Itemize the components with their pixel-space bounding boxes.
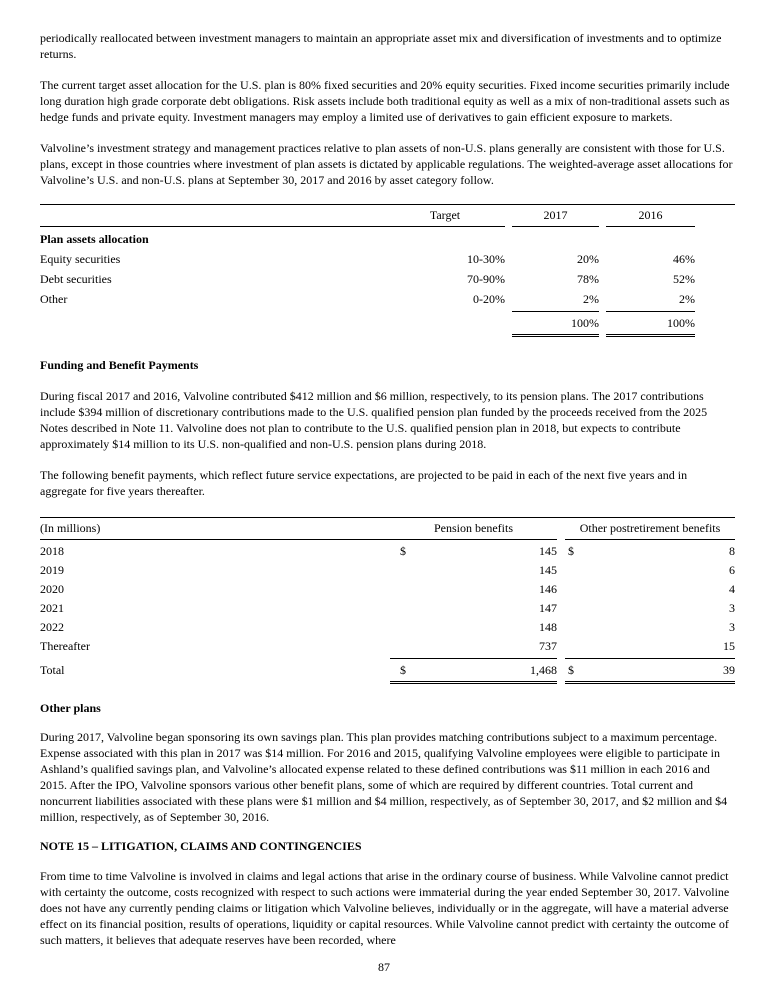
cell-2016: 52% <box>673 272 695 286</box>
cell-target: 70-90% <box>467 272 505 286</box>
cell-target: 0-20% <box>473 292 505 306</box>
column-gap <box>599 205 606 227</box>
cell-2016: 46% <box>673 252 695 266</box>
section-label: Plan assets allocation <box>40 232 149 246</box>
page-number: 87 <box>378 960 390 974</box>
page-content <box>40 30 735 948</box>
plan-assets-allocation-table <box>40 204 735 337</box>
row-label: 2019 <box>40 563 64 577</box>
table-row <box>40 559 735 578</box>
total-2017: 100% <box>512 312 599 337</box>
dollar-sign: $ <box>400 544 406 558</box>
table-row <box>40 635 735 659</box>
paragraph-target-allocation: The current target asset allocation for the U.S. plan is 80% fixed securities and 20% equity securities. Fixed income securities primarily include long duration high grade corporate debt obligations. Risk assets include both traditional equity as well as a mix of non-traditional assets such as hedge funds and private equity. Investment managers may employ a limited use of derivatives to gain efficient exposure to markets. <box>40 78 730 124</box>
paragraph-benefit-payments-intro: The following benefit payments, which reflect future service expectations, are projected to be paid in each of the next five years and in aggregate for five years thereafter. <box>40 468 688 498</box>
column-gap <box>557 518 565 540</box>
total-opeb: $ 39 <box>565 659 735 684</box>
table-row <box>40 616 735 635</box>
cell-pension: $ 145 <box>400 544 557 558</box>
table-row <box>40 597 735 616</box>
cell-pension: 146 <box>539 582 557 596</box>
row-label: Thereafter <box>40 639 90 653</box>
column-header-in-millions: (In millions) <box>40 518 390 540</box>
cell-target: 10-30% <box>467 252 505 266</box>
column-header-2017: 2017 <box>512 205 599 227</box>
table-row <box>40 578 735 597</box>
dollar-sign: $ <box>400 663 406 677</box>
cell-2016: 2% <box>606 287 695 312</box>
cell-opeb: $ 8 <box>568 544 735 558</box>
table-section-row <box>40 227 735 247</box>
row-label: Other <box>40 292 68 306</box>
paragraph-contributions: During fiscal 2017 and 2016, Valvoline contributed $412 million and $6 million, respectively, to its pension plans. The 2017 contributions include $394 million of discretionary contributions made to the U.S. qualified pension plan funded by the proceeds received from the 2025 Notes described in Note 11. Valvoline does not plan to contribute to the U.S. qualified pension plan in 2018, but expects to contribute approximately $14 million to its U.S. non-qualified and non-U.S. pension plans during 2018. <box>40 389 708 451</box>
cell-pension: 148 <box>539 620 557 634</box>
paragraph-reallocation: periodically reallocated between investment managers to maintain an appropriate asset mix and diversification of investments and to optimize returns. <box>40 31 722 61</box>
cell-pension: 147 <box>539 601 557 615</box>
table-row <box>40 247 735 267</box>
row-label: 2022 <box>40 620 64 634</box>
column-header-target: Target <box>385 205 505 227</box>
cell-opeb: 3 <box>729 620 735 634</box>
benefit-payments-table <box>40 517 735 684</box>
table-header-row <box>40 205 735 227</box>
column-header-other-postretirement-benefits: Other postretirement benefits <box>565 518 735 540</box>
cell-2017: 2% <box>512 287 599 312</box>
total-2016: 100% <box>606 312 695 337</box>
row-label: 2018 <box>40 544 64 558</box>
column-header-pension-benefits: Pension benefits <box>390 518 557 540</box>
row-label: Equity securities <box>40 252 121 266</box>
column-header-2016: 2016 <box>606 205 695 227</box>
table-header-row <box>40 518 735 540</box>
dollar-sign: $ <box>568 544 574 558</box>
table-row <box>40 287 735 312</box>
cell-pension: 737 <box>390 635 557 659</box>
row-label: 2020 <box>40 582 64 596</box>
row-label: Total <box>40 663 65 677</box>
header-right-spacer <box>695 205 735 227</box>
header-spacer <box>40 205 385 227</box>
cell-opeb: 6 <box>729 563 735 577</box>
row-label: 2021 <box>40 601 64 615</box>
heading-other-plans: Other plans <box>40 701 101 715</box>
heading-funding-benefit-payments: Funding and Benefit Payments <box>40 358 199 372</box>
table-row <box>40 267 735 287</box>
cell-opeb: 15 <box>565 635 735 659</box>
cell-2017: 20% <box>577 252 599 266</box>
paragraph-savings-plan: During 2017, Valvoline began sponsoring its own savings plan. This plan provides matching contributions subject to a maximum percentage. Expense associated with this plan in 2017 was $14 million. For 2016 and 2015, qualifying Valvoline employees were eligible to participate in Ashland’s qualified savings plan, and Valvoline’s allocated expense related to these defined contributions was $11 million in each 2016 and 2015. After the IPO, Valvoline sponsors various other benefit plans, some of which are required by different countries. Total current and noncurrent liabilities associated with these plans were $1 million and $4 million, respectively, as of September 30, 2017, and $2 million and $4 million, respectively, as of September 30, 2016. <box>40 730 728 824</box>
heading-note-15: NOTE 15 – LITIGATION, CLAIMS AND CONTINGENCIES <box>40 839 362 853</box>
table-total-row <box>40 659 735 684</box>
table-total-row <box>40 312 735 337</box>
cell-pension: 145 <box>539 563 557 577</box>
dollar-sign: $ <box>568 663 574 677</box>
total-pension: $ 1,468 <box>390 659 557 684</box>
cell-opeb: 4 <box>729 582 735 596</box>
cell-2017: 78% <box>577 272 599 286</box>
paragraph-litigation: From time to time Valvoline is involved in claims and legal actions that arise in the ordinary course of business. While Valvoline cannot predict with certainty the outcome, costs recognized with respect to such actions were immaterial during the year ended September 30, 2017. Valvoline does not have any currently pending claims or litigation which Valvoline believes, individually or in the aggregate, will have a material adverse effect on its financial position, results of operations, liquidity or capital resources. While Valvoline cannot predict with certainty the outcome of such matters, it believes that adequate reserves have been recorded, where <box>40 869 730 947</box>
table-row <box>40 540 735 559</box>
row-label: Debt securities <box>40 272 112 286</box>
paragraph-investment-strategy: Valvoline’s investment strategy and management practices relative to plan assets of non-U.S. plans generally are consistent with those for U.S. plans, except in those countries where investment of plan assets is dictated by applicable regulations. The weighted-average asset allocations for Valvoline’s U.S. and non-U.S. plans at September 30, 2017 and 2016 by asset category follow. <box>40 141 733 187</box>
column-gap <box>505 205 512 227</box>
cell-opeb: 3 <box>729 601 735 615</box>
